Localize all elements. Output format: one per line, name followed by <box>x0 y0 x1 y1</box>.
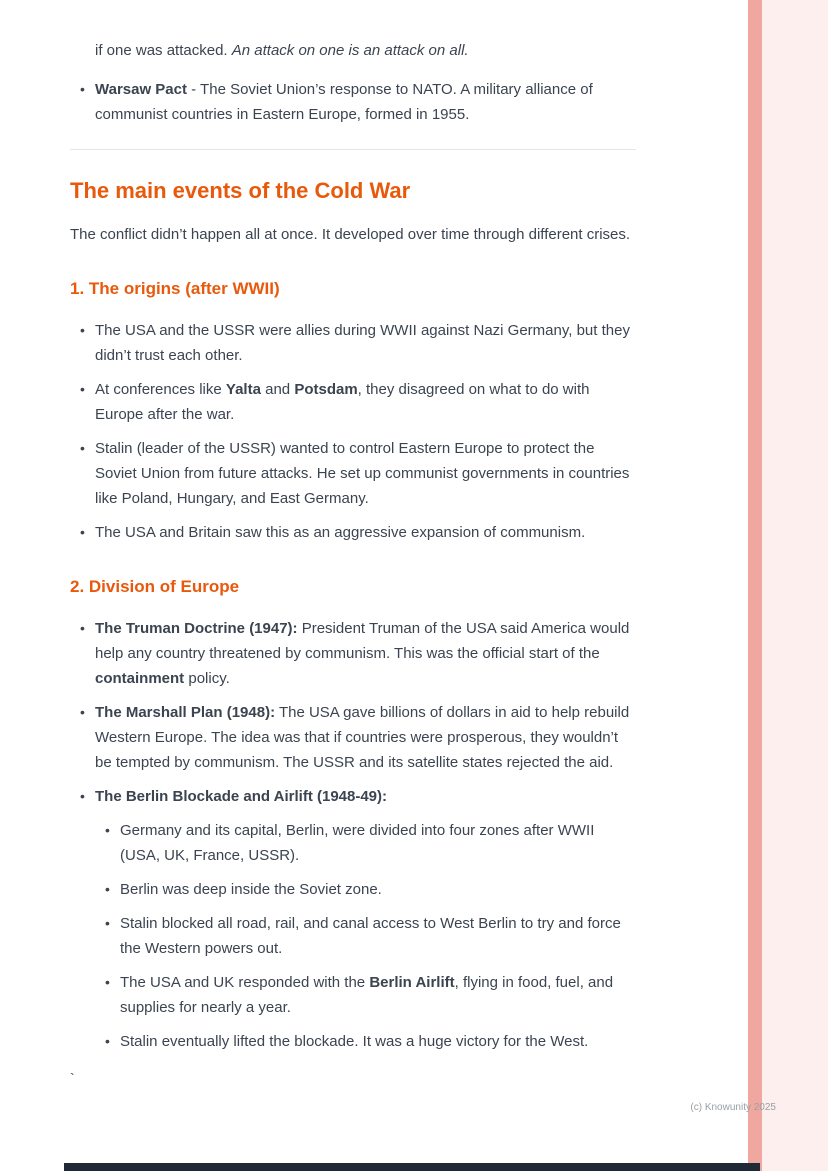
text-segment: The Truman Doctrine (1947): <box>95 620 298 637</box>
text-segment: Berlin Airlift <box>369 974 455 991</box>
text-segment: The USA gave billions of dollars in aid to help rebuild Western Europe. The idea was that if countries were prosperous, they wouldn’t be tempted by communism. The USSR and its satellite states rejected the aid. <box>95 704 630 771</box>
text-segment: The USA and Britain saw this as an aggressive expansion of communism. <box>95 524 586 541</box>
text-segment: Stalin blocked all road, rail, and canal access to West Berlin to try and force the Western powers out. <box>120 915 621 957</box>
section-divider <box>70 149 636 150</box>
text-segment: and <box>260 381 295 398</box>
text-segment: The USA and UK responded with the <box>120 974 370 991</box>
copyright-credit: (c) Knowunity 2025 <box>690 1102 776 1113</box>
text-segment: At conferences like <box>95 381 226 398</box>
right-margin-background <box>762 0 828 1171</box>
text-segment: Potsdam <box>294 381 358 398</box>
list-item <box>70 700 636 775</box>
list-item-text <box>95 788 387 805</box>
text-segment: if one was attacked. <box>95 42 232 59</box>
text-segment: containment <box>95 670 185 687</box>
list-item <box>70 436 636 511</box>
alliances-list <box>70 77 636 127</box>
text-segment: Yalta <box>225 381 261 398</box>
text-segment: Stalin eventually lifted the blockade. It was a huge victory for the West. <box>120 1033 589 1050</box>
bottom-page-bar <box>64 1163 760 1171</box>
list-item <box>95 970 636 1020</box>
list-item <box>70 784 636 1054</box>
stray-character: ` <box>70 1070 75 1086</box>
list-item <box>95 1029 636 1054</box>
division-list <box>70 616 636 1054</box>
text-segment: Warsaw Pact <box>95 81 187 98</box>
text-segment: Stalin (leader of the USSR) wanted to control Eastern Europe to protect the Soviet Union from future attacks. He set up communist governments in countries like Poland, Hungary, and East Germany. <box>95 440 630 507</box>
origins-list <box>70 318 636 545</box>
list-item <box>70 318 636 368</box>
subsection-heading-origins: 1. The origins (after WWII) <box>70 279 280 298</box>
text-segment: The Marshall Plan (1948): <box>95 704 276 721</box>
intro-paragraph: The conflict didn’t happen all at once. It developed over time through different crises. <box>70 226 631 243</box>
text-segment: Berlin was deep inside the Soviet zone. <box>120 881 382 898</box>
list-item <box>95 818 636 868</box>
list-item <box>95 911 636 961</box>
text-segment: - The Soviet Union’s response to NATO. A military alliance of communist countries in Eastern Europe, formed in 1955. <box>95 81 593 123</box>
list-item <box>70 520 636 545</box>
document-content <box>70 38 636 1054</box>
list-item <box>70 377 636 427</box>
text-segment: The Berlin Blockade and Airlift (1948-49): <box>95 788 388 805</box>
main-section-heading: The main events of the Cold War <box>70 178 411 203</box>
text-segment: Germany and its capital, Berlin, were divided into four zones after WWII (USA, UK, France, USSR). <box>120 822 595 864</box>
continuation-line <box>70 38 636 63</box>
subsection-heading-division: 2. Division of Europe <box>70 577 240 596</box>
text-segment: policy. <box>184 670 230 687</box>
right-accent-stripe <box>748 0 762 1171</box>
text-segment: President Truman of the USA said America would help any country threatened by communism. This was the official start of the <box>95 620 630 662</box>
berlin-blockade-sublist <box>95 818 636 1054</box>
text-segment: The USA and the USSR were allies during WWII against Nazi Germany, but they didn’t trust each other. <box>95 322 630 364</box>
list-item <box>95 877 636 902</box>
list-item <box>70 77 636 127</box>
text-segment: , flying in food, fuel, and supplies for nearly a year. <box>120 974 614 1016</box>
text-segment: , they disagreed on what to do with Europe after the war. <box>95 381 590 423</box>
text-segment: An attack on one is an attack on all. <box>231 42 469 59</box>
list-item <box>70 616 636 691</box>
